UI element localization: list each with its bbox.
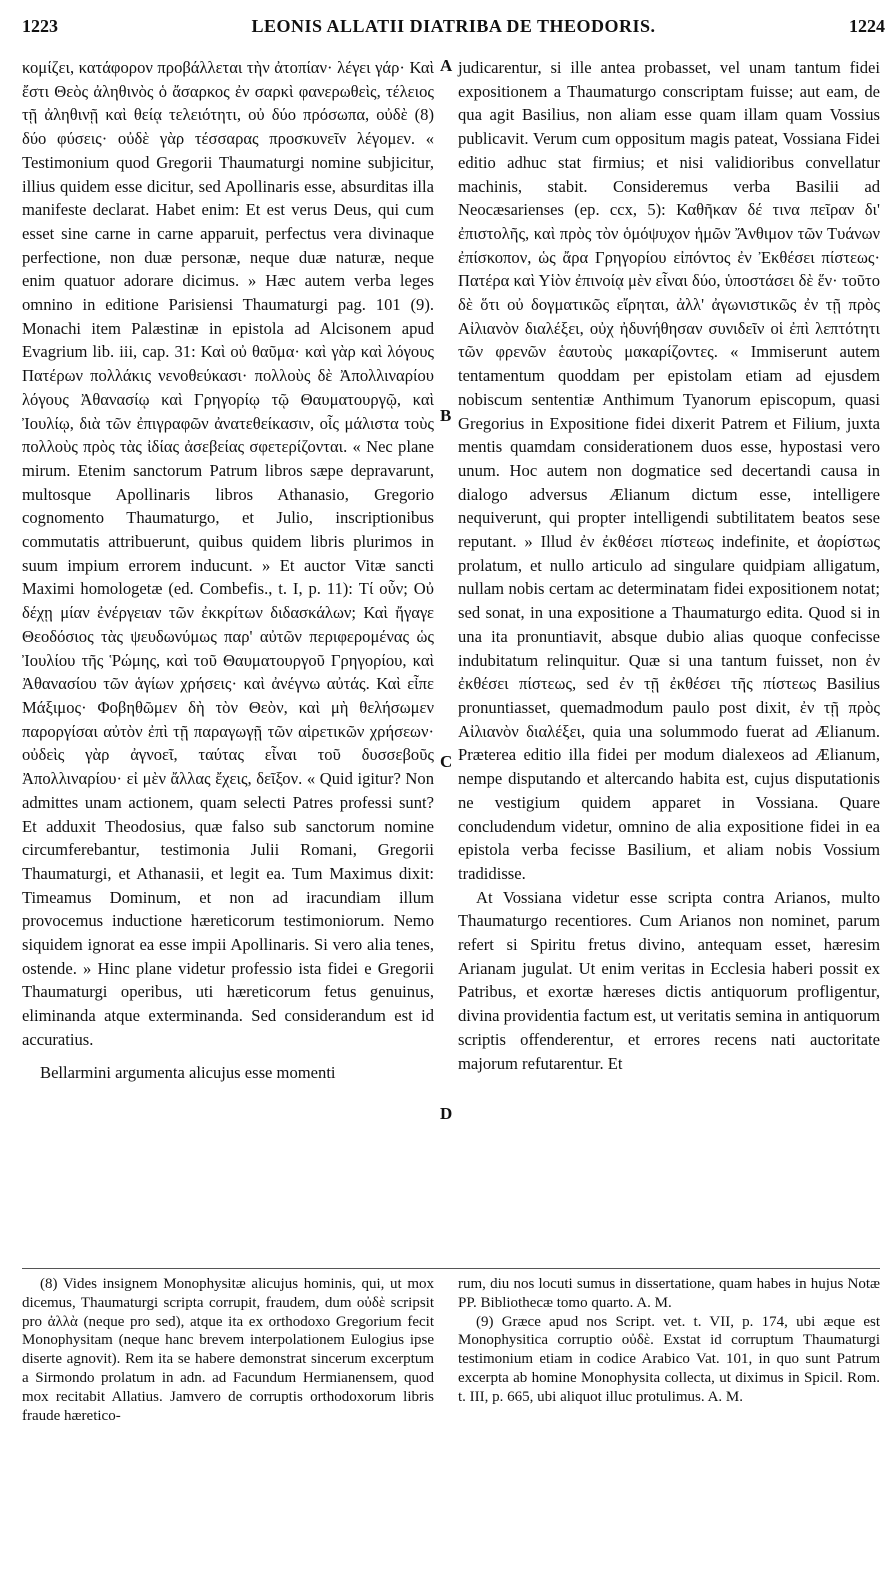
left-paragraph-1: κομίζει, κατάφορον προβάλλεται τὴν ἀτοπίαν· λέγει γάρ· Καὶ ἔστι Θεὸς ἀληθινὸς ὁ ἄσαρκος ἐν σαρκὶ φανερωθεὶς, τέλειος τῇ ἀληθινῇ καὶ θείᾳ τελειότητι, οὐ δύο πρόσωπα, οὐδὲ (8) δύο φύσεις· οὐδὲ γὰρ τέσσαρας προσκυνεῖν λέγομεν. « Testimonium quod Gregorii Thaumaturgi nomine subjicitur, illius quidem esse dicitur, sed Apollinaris esse, absurditas illa manifeste declarat. Habet enim: Et est verus Deus, qui cum esset sine carne in carne apparuit, perfectus vera divinaque perfectione, non duæ personæ, neque duæ naturæ, neque enim quatuor adorare dicimus. » Hæc autem verba leges omnino in editione Parisiensi Thaumaturgi pag. 101 (9). Monachi item Palæstinæ in epistola ad Alcisonem apud Evagrium lib. iii, cap. 31: Καὶ οὐ θαῦμα· καὶ γὰρ καὶ λόγους Πατέρων πολλάκις νενοθεύκασι· πολλοὺς δὲ Ἀπολλιναρίου λόγους Ἀθανασίῳ καὶ Γρηγορίῳ τῷ Θαυματουργῷ, καὶ Ἰουλίῳ, διὰ τῶν ἐπιγραφῶν ἀνατεθείκασιν, οἷς μάλιστα τοὺς πολλοὺς πρὸς τὰς ἰδίας ἀσεβείας σφετερίζονται. « Nec plane mirum. Etenim sanctorum Patrum libros sæpe depravarunt, multosque Apollinaris libros Athanasio, Gregorio cognomento Thaumaturgo, et Julio, inscriptionibus commutatis attribuerunt, quibus quidem libris plurimos in suum impium errorem inducunt. » Et auctor Vitæ sancti Maximi homologetæ (ed. Combefis., t. I, p. 11): Τί οὖν; Οὐ δέχῃ μίαν ἐνέργειαν τῶν ἐκκρίτων διδασκάλων; Καὶ ἤγαγε Θεοδόσιος τὰς ψευδωνύμως παρ' αὐτῶν περιφερομένας ὡς Ἰουλίου τῆς Ῥώμης, καὶ τοῦ Θαυματουργοῦ Γρηγορίου, καὶ Ἀθανασίου τῶν ἁγίων χρήσεις· καὶ ἀνέγνω αὐτάς. Καὶ εἶπε Μάξιμος· Φοβηθῶμεν δὴ τὸν Θεὸν, καὶ μὴ θελήσωμεν παροργίσαι αὐτὸν ἐπὶ τῇ παραγωγῇ τῶν αἱρετικῶν χρήσεων· οὐδεὶς γὰρ ἀγνοεῖ, ταύτας εἶναι τοῦ δυσσεβοῦς Ἀπολλιναρίου· εἰ μὲν ἄλλας ἔχεις, δεῖξον. « Quid igitur? Non admittes unam actionem, quam selecti Patres professi sunt? Et adduxit Theodosius, quæ falso sub sanctorum nomine circumferebantur, testimonia Julii Romani, Gregorii Thaumaturgi, et Athanasii, et legit ea. Tum Maximus dixit: Timeamus Dominum, et non ad iracundiam illum provocemus inductione hæreticorum testimoniorum. Nemo siquidem ignorat ea esse impii Apollinaris. Si vero alia tenes, ostende. » Hinc plane videtur professio ista fidei e Gregorii Thaumaturgi operibus, uti hæreticorum fetus genuinus, eliminanda atque exterminanda. Sed considerandum est id accuratius. [22,58,434,1049]
footnotes-left [22,1275,434,1425]
footnote-separator [22,1268,880,1269]
margin-letter-d: D [440,1104,453,1123]
footnote-8-continued: rum, diu nos locuti sumus in dissertatione, quam habes in hujus Notæ PP. Bibliothecæ tomo quarto. A. M. [458,1276,880,1311]
left-column [22,56,434,1084]
footnotes-right [458,1275,880,1407]
running-title: LEONIS ALLATII DIATRIBA DE THEODORIS. [251,16,656,36]
footnote-8: (8) Vides insignem Monophysitæ alicujus hominis, qui, ut mox dicemus, Thaumaturgi scripta corrupit, fraudem, dum οὐδὲ scripsit pro ἀλλὰ (neque pro sed), atque ita ex orthodoxo Gregorium fecit Monophysitam (neque hanc brevem interpolationem Eulogius ipse diserte agnovit). Rem ita se habere demonstrat sincerum excerptum a Sirmondo prolatum in adn. ad Facundum Hermianensem, quod mox recitabit Allatius. Jamvero de corruptis orthodoxorum libris fraude hæretico- [22,1276,434,1424]
page-number-right: 1224 [849,16,885,36]
margin-letter-b: B [440,406,452,425]
left-paragraph-2: Bellarmini argumenta alicujus esse momenti [40,1062,336,1082]
margin-letter-c: C [440,752,453,771]
right-column [458,56,880,1075]
margin-letter-a: A [440,56,453,75]
footnote-9: (9) Græce apud nos Script. vet. t. VII, p. 174, ubi æque est Monophysitica corruptio οὐδὲ. Exstat id corruptum Thaumaturgi testimonium etiam in codice Arabico Vat. 101, in quo sunt Patrum excerpta ab homine Monophysita collecta, ut diximus in Spicil. Rom. t. III, p. 665, ubi aliquot illuc protulimus. A. M. [458,1313,880,1405]
page-number-left: 1223 [22,16,58,36]
right-paragraph-1: judicarentur, si ille antea probasset, vel unam tantum fidei expositionem a Thaumaturgo conscriptam fuisse; aut eam, de qua agit Basilius, non aliam esse quam illam quam Vossius publicavit. Verum cum oppositum magis pateat, Vossiana Fidei editio adhuc stat firmius; et nisi validioribus convellatur machinis, stabit. Consideremus verba Basilii ad Neocæsarienses (ep. ccx, 5): Καθῆκαν δέ τινα πεῖραν δι' ἐπιστολῆς, καὶ πρὸς τὸν ὁμόψυχον ἡμῶν Ἄνθιμον τῶν Τυάνων ἐπίσκοπον, ὡς ἄρα Γρηγορίου εἰπόντος ἐν Ἐκθέσει πίστεως· Πατέρα καὶ Υἱὸν ἐπινοίᾳ μὲν εἶναι δύο, ὑποστάσει δὲ ἕν· τοῦτο δὲ ὅτι οὐ δογματικῶς εἴρηται, ἀλλ' ἀγωνιστικῶς ἐν τῇ πρὸς Αἰλιανὸν διαλέξει, οὐχ ἠδυνήθησαν συνιδεῖν οἱ ἐπὶ λεπτότητι τῶν φρενῶν ἑαυτοὺς μακαρίζοντες. « Immiserunt autem tentamentum quoddam per epistolam etiam ad ejusdem nobiscum sententiæ Anthimum Tyanorum episcopum, quasi Gregorius in Expositione fidei dixerit Patrem et Filium, juxta mentis quamdam considerationem duos esse, hypostasi vero unum. Hoc autem non dogmatice sed decertandi causa in dialogo adversus Ælianum dictum esse, intelligere nequiverunt, qui propter intelligendi subtilitatem beatos sese reputant. » Illud ἐν ἐκθέσει πίστεως indefinite, et ἀορίστως prolatum, et nullo articulo ad singulare quidpiam alligatum, nullam nobis certam ac determinatam fidei expositionem notat; sed sonat, in una expositione a Thaumaturgo edita. Quod si in una ita pronuntiavit, absque dubio alias quoque confecisse indubitatum relinquitur. Quæ si una tantum fuisset, non ἐν ἐκθέσει πίστεως, sed ἐν τῇ ἐκθέσει τῆς πίστεως Basilius pronuntiasset, quemadmodum paulo post dixit, ἐν τῇ πρὸς Αἰλιανὸν διαλέξει, quia una solummodo fuerat ad Ælianum. Præterea editio illa fidei per modum dialexeos ad Ælianum, nempe disputando et altercando habita est, cujus disputationis ne vestigium quidem apparet in Vossiana. Quare concludendum videtur, omnino de alia expositione fidei in ea epistola verba fecisse Basilium, et aliam nobis Vossium tradidisse. [458,58,880,883]
right-paragraph-2: At Vossiana videtur esse scripta contra Arianos, multo Thaumaturgo recentiores. Cum Arianos non nominet, parum refert si Spiritu fretus divino, antequam esset, hæresim Arianam jugulat. Ut enim veritas in Ecclesia haberi possit ex Patribus, et exortæ hæreses dictis antiquorum profligentur, divina providentia factum est, ut veritatis semina in antiquorum scriptis offenderentur, et errores recens nati auctoritate majorum refutarentur. Et [458,887,880,1073]
running-header [22,16,885,42]
